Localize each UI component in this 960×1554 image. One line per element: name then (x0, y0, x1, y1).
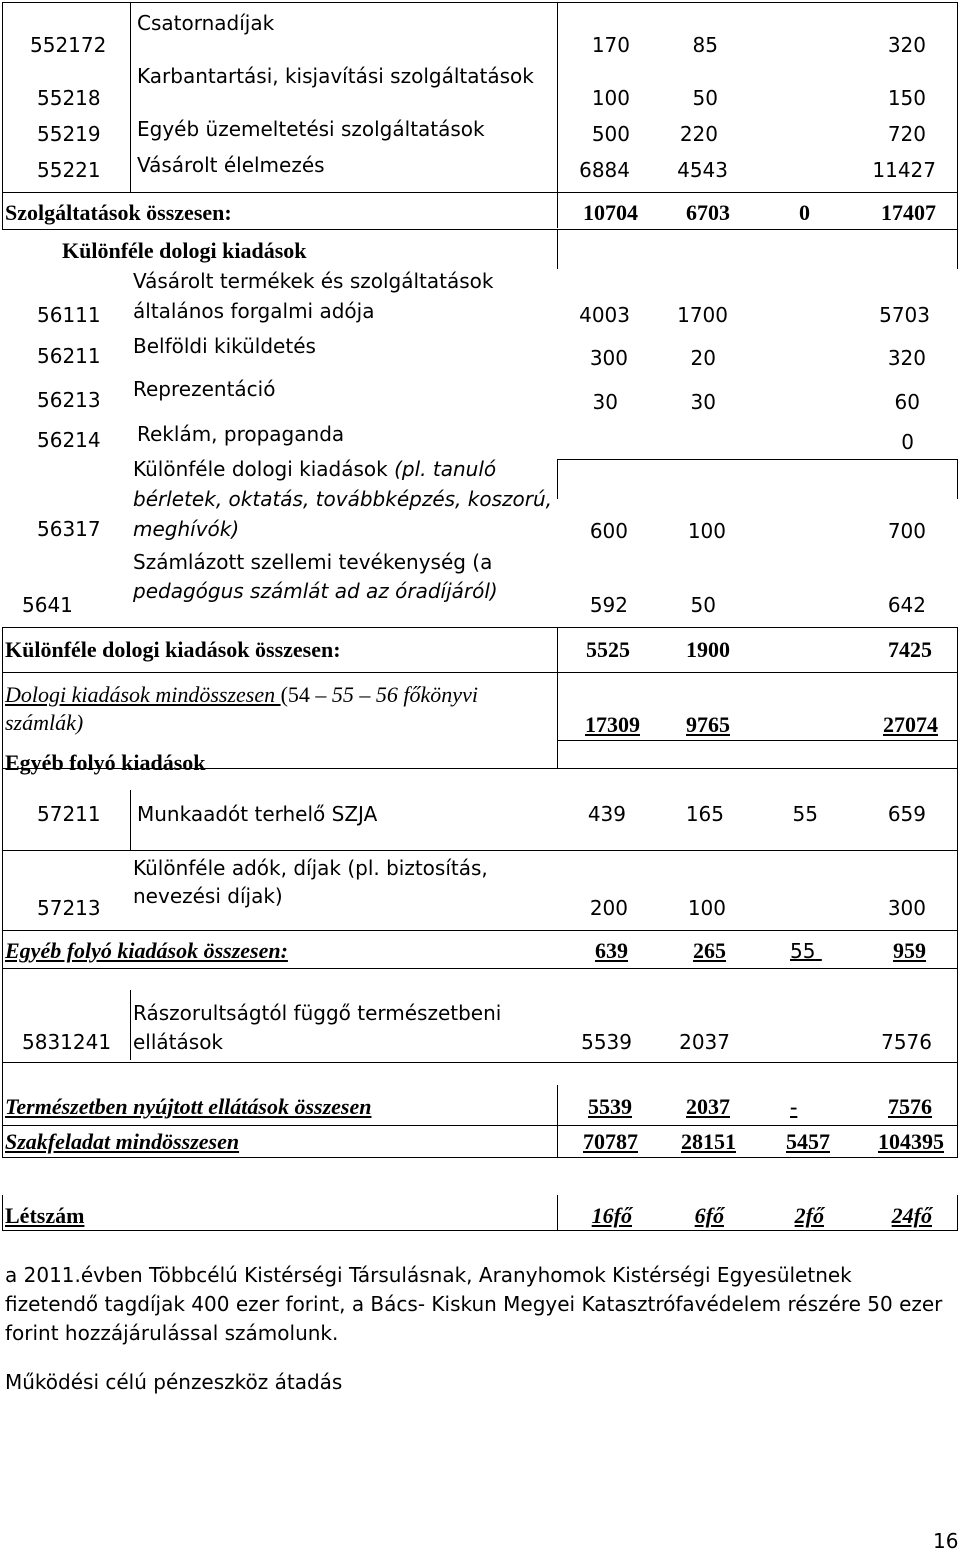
note-paragraph (5, 1261, 955, 1348)
row-code: 55219 (37, 122, 101, 146)
note-line: a 2011.évben Többcélú Kistérségi Társulásnak, Aranyhomok Kistérségi Egyesületnek (5, 1263, 852, 1287)
total-label-part: – 55 – 56 főkönyvi (315, 682, 478, 707)
value-col1: 639 (595, 938, 628, 963)
value-col2: 50 (692, 86, 718, 110)
value-col1: 5539 (588, 1094, 632, 1119)
row-label: Reklám, propaganda (137, 422, 345, 446)
value-col2: 220 (679, 122, 718, 146)
row-code: 57213 (37, 896, 101, 920)
value-col1: 439 (587, 802, 626, 826)
value-col3: 55 (792, 802, 818, 826)
value-total: 150 (887, 86, 926, 110)
total-label: Természetben nyújtott ellátások összesen (5, 1094, 372, 1119)
value-col1: 300 (589, 346, 628, 370)
value-total: 720 (887, 122, 926, 146)
note-heading: Működési célú pénzeszköz átadás (5, 1370, 343, 1394)
value-col3: 2fő (794, 1203, 824, 1228)
value-col3: - (790, 1094, 798, 1119)
row-code: 56214 (37, 428, 101, 452)
row-label: Karbantartási, kisjavítási szolgáltatások (137, 64, 534, 88)
value-col1: 16fő (591, 1203, 632, 1228)
value-total: 320 (887, 33, 926, 57)
value-total: 659 (887, 802, 926, 826)
value-total: 642 (887, 593, 926, 617)
subtotal-label: Egyéb folyó kiadások összesen: (5, 938, 288, 963)
value-col1: 5525 (586, 637, 630, 662)
value-col2: 6703 (686, 200, 730, 225)
value-col3: 0 (799, 200, 810, 225)
row-label: Rászorultságtól függő természetbeni (133, 1001, 502, 1025)
row-label: Vásárolt termékek és szolgáltatások (133, 269, 494, 293)
value-col2: 100 (687, 896, 726, 920)
value-col1: 500 (591, 122, 630, 146)
headcount-label: Létszám (5, 1203, 85, 1228)
section-heading: Különféle dologi kiadások (62, 238, 307, 263)
value-total: 700 (887, 519, 926, 543)
value-total: 24fő (891, 1203, 932, 1228)
value-col1: 600 (589, 519, 628, 543)
total-label-part: (54 (280, 682, 316, 707)
row-label: Belföldi kiküldetés (133, 334, 316, 358)
section-heading: Egyéb folyó kiadások (5, 750, 206, 775)
row-label-italic: (pl. tanuló (394, 457, 497, 481)
value-col1: 4003 (579, 303, 630, 327)
value-col2: 28151 (681, 1129, 736, 1154)
value-col2: 2037 (679, 1030, 730, 1054)
value-col2: 20 (690, 346, 716, 370)
row-label-part: Különféle dologi kiadások (133, 457, 395, 481)
value-total: 5703 (879, 303, 930, 327)
total-label-part: Dologi kiadások mindösszesen (5, 682, 281, 707)
row-label: pedagógus számlát ad az óradíjáról) (133, 579, 498, 603)
value-col3 (790, 938, 822, 964)
value-col2: 4543 (677, 158, 728, 182)
value-col1: 17309 (585, 712, 640, 737)
value-total: 300 (887, 896, 926, 920)
row-label: meghívók) (133, 517, 240, 541)
value-col2: 1900 (686, 637, 730, 662)
value-col1: 5539 (581, 1030, 632, 1054)
value-col3-text: 55 (790, 939, 816, 963)
row-code: 5641 (22, 593, 73, 617)
value-col2: 50 (690, 593, 716, 617)
row-label: Munkaadót terhelő SZJA (137, 802, 378, 826)
value-col1: 6884 (579, 158, 630, 182)
value-total: 0 (901, 430, 914, 454)
value-total: 17407 (881, 200, 936, 225)
value-col2: 9765 (686, 712, 730, 737)
value-col2: 1700 (677, 303, 728, 327)
value-col1: 592 (589, 593, 628, 617)
value-total: 60 (894, 390, 920, 414)
row-code: 5831241 (22, 1030, 112, 1054)
subtotal-label: Szolgáltatások összesen: (5, 200, 232, 225)
page-number: 16 (933, 1529, 959, 1553)
value-col2: 6fő (694, 1203, 724, 1228)
row-label: Reprezentáció (133, 377, 276, 401)
value-total: 7576 (881, 1030, 932, 1054)
value-col3: 5457 (786, 1129, 830, 1154)
value-col2: 100 (687, 519, 726, 543)
total-label (5, 682, 478, 708)
row-label: általános forgalmi adója (133, 299, 375, 323)
value-col2: 2037 (686, 1094, 730, 1119)
row-code: 55218 (37, 86, 101, 110)
row-label: Különféle adók, díjak (pl. biztosítás, (133, 856, 488, 880)
row-code: 56213 (37, 388, 101, 412)
note-line: fizetendő tagdíjak 400 ezer forint, a Bács- Kiskun Megyei Katasztrófavédelem részére 50 ezer (5, 1292, 943, 1316)
row-code: 57211 (37, 802, 101, 826)
value-col1: 200 (589, 896, 628, 920)
value-total: 7576 (888, 1094, 932, 1119)
row-label: Egyéb üzemeltetési szolgáltatások (137, 117, 485, 141)
value-col1: 30 (592, 390, 618, 414)
value-total: 959 (893, 938, 926, 963)
value-col2: 30 (690, 390, 716, 414)
value-total: 104395 (878, 1129, 944, 1154)
value-col2: 85 (692, 33, 718, 57)
row-label: Csatornadíjak (137, 11, 275, 35)
row-label: nevezési díjak) (133, 884, 283, 908)
value-col2: 265 (693, 938, 726, 963)
row-label: ellátások (133, 1030, 224, 1054)
total-label: Szakfeladat mindösszesen (5, 1129, 240, 1154)
note-line: forint hozzájárulással számolunk. (5, 1321, 339, 1345)
value-col2: 165 (685, 802, 724, 826)
row-code: 552172 (30, 33, 107, 57)
value-col1: 100 (591, 86, 630, 110)
row-code: 55221 (37, 158, 101, 182)
value-total: 27074 (883, 712, 938, 737)
value-col1: 70787 (583, 1129, 638, 1154)
row-label: Vásárolt élelmezés (137, 153, 325, 177)
row-label (133, 456, 496, 482)
row-label: bérletek, oktatás, továbbképzés, koszorú, (133, 487, 552, 511)
total-label: számlák) (5, 710, 84, 735)
value-total: 11427 (872, 158, 936, 182)
value-col1: 170 (591, 33, 630, 57)
row-code: 56211 (37, 344, 101, 368)
row-code: 56111 (37, 303, 101, 327)
row-label: Számlázott szellemi tevékenység (a (133, 550, 493, 574)
subtotal-label: Különféle dologi kiadások összesen: (5, 637, 341, 662)
value-total: 320 (887, 346, 926, 370)
row-code: 56317 (37, 517, 101, 541)
value-col1: 10704 (583, 200, 638, 225)
value-total: 7425 (888, 637, 932, 662)
